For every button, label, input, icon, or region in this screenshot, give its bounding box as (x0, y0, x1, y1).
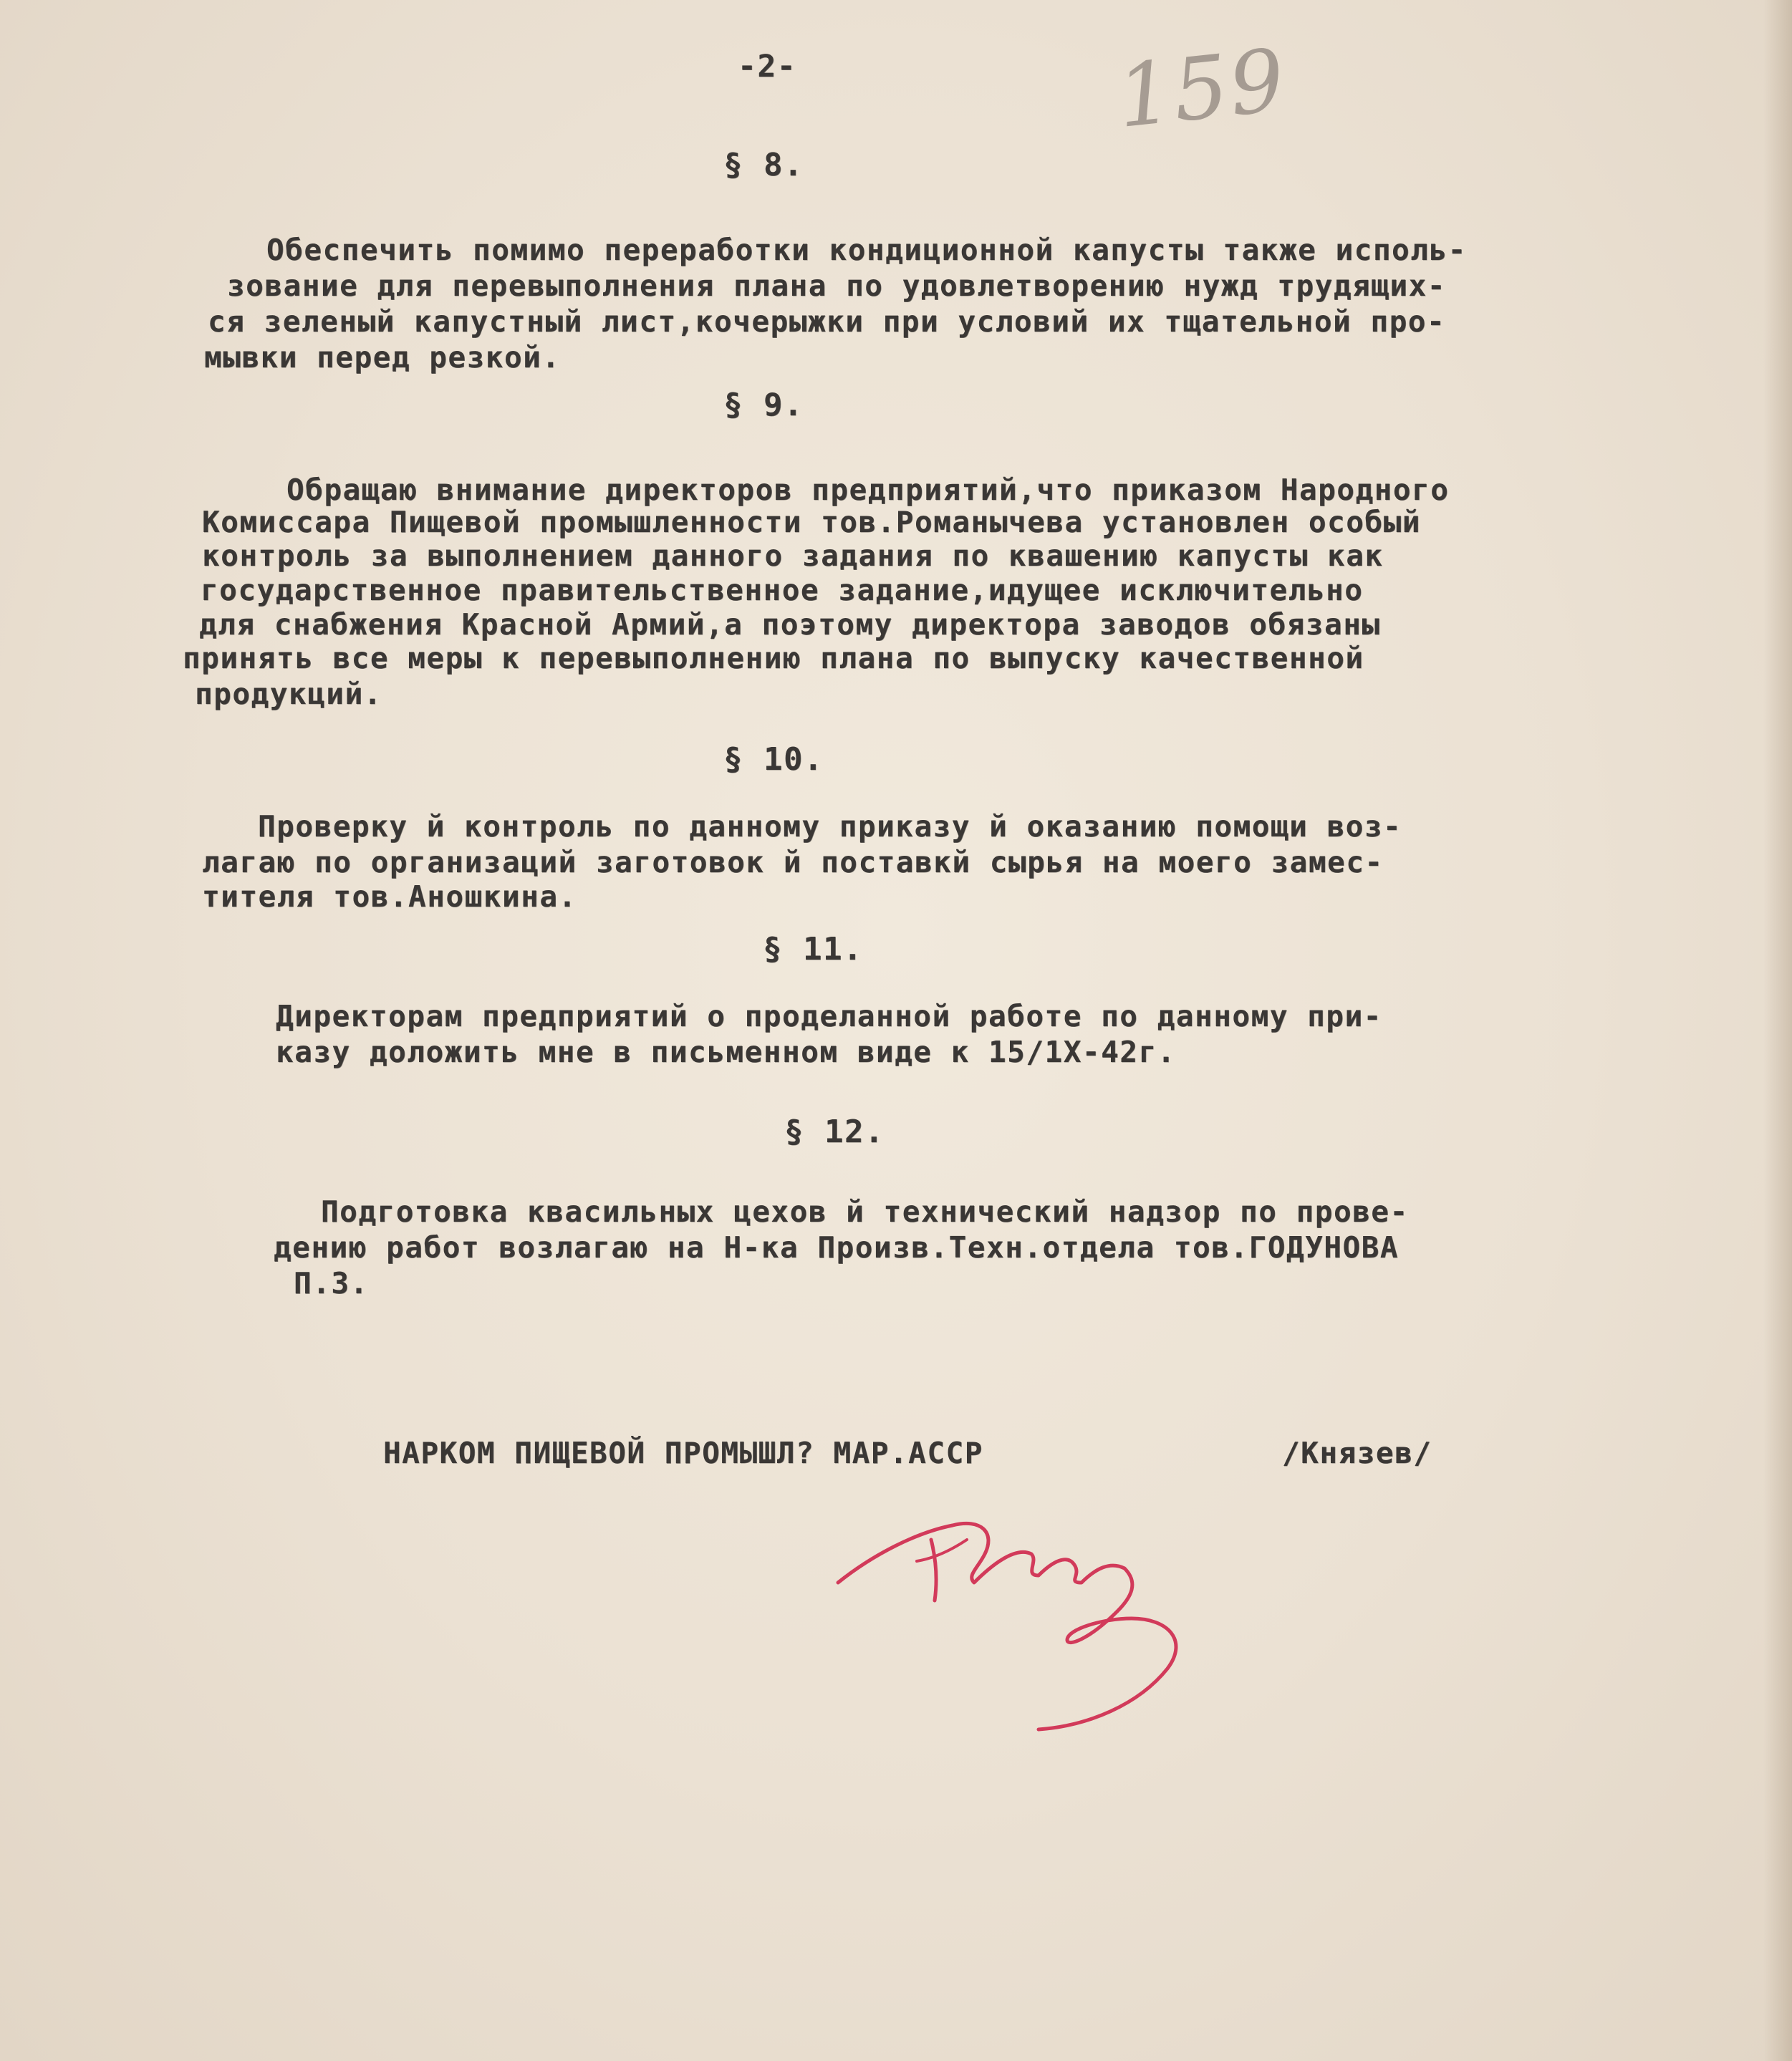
section-9-line-4: государственное правительственное задание,идущее исключительно (201, 573, 1364, 607)
section-9-line-1: Обращаю внимание директоров предприятий,что приказом Народного (286, 473, 1450, 507)
section-8-line-1: Обеспечить помимо переработки кондиционной капусты также исполь- (266, 233, 1467, 267)
section-12-line-1: Подготовка квасильных цехов й технический надзор по прове- (321, 1194, 1409, 1229)
section-8-line-2: зование для перевыполнения плана по удовлетворению нужд трудящих- (227, 269, 1446, 303)
paper-edge-shadow (1763, 0, 1792, 2061)
section-11-line-2: казу доложить мне в письменном виде к 15/1Х-42г. (276, 1035, 1176, 1069)
section-9-line-2: Комиссара Пищевой промышленности тов.Романычева установлен особый (202, 505, 1421, 539)
section-10-line-1: Проверку й контроль по данному приказу й оказанию помощи воз- (258, 809, 1402, 844)
section-9-line-7: продукций. (195, 677, 382, 711)
signatory-title: НАРКОМ ПИЩЕВОЙ ПРОМЫШЛ? МАР.АССР (383, 1436, 983, 1470)
section-12-heading: § 12. (784, 1114, 885, 1150)
section-8-line-4: мывки перед резкой. (204, 340, 561, 375)
section-10-line-3: тителя тов.Аношкина. (202, 879, 577, 914)
section-8-heading: § 8. (723, 147, 804, 183)
page-number: -2- (738, 49, 797, 85)
section-10-line-2: лагаю по организаций заготовок й поставкй сырья на моего замес- (202, 845, 1384, 879)
section-9-line-3: контроль за выполнением данного задания по квашению капусты как (202, 539, 1384, 573)
section-10-heading: § 10. (723, 741, 824, 778)
handwritten-archive-number: 159 (1112, 31, 1291, 148)
signatory-name: /Князев/ (1282, 1436, 1432, 1470)
handwritten-signature (831, 1475, 1261, 1747)
section-8-line-3: ся зеленый капустный лист,кочерыжки при условий их тщательной про- (208, 304, 1446, 339)
section-11-heading: § 11. (763, 931, 863, 967)
section-9-line-6: принять все меры к перевыполнению плана по выпуску качественной (183, 641, 1364, 675)
section-9-line-5: для снабжения Красной Армий,а поэтому директора заводов обязаны (199, 607, 1381, 642)
section-12-line-2: дению работ возлагаю на Н-ка Произв.Техн.отдела тов.ГОДУНОВА (274, 1230, 1400, 1265)
section-11-line-1: Директорам предприятий о проделанной работе по данному при- (276, 999, 1382, 1033)
section-9-heading: § 9. (723, 387, 804, 423)
section-12-line-3: П.З. (294, 1266, 369, 1300)
